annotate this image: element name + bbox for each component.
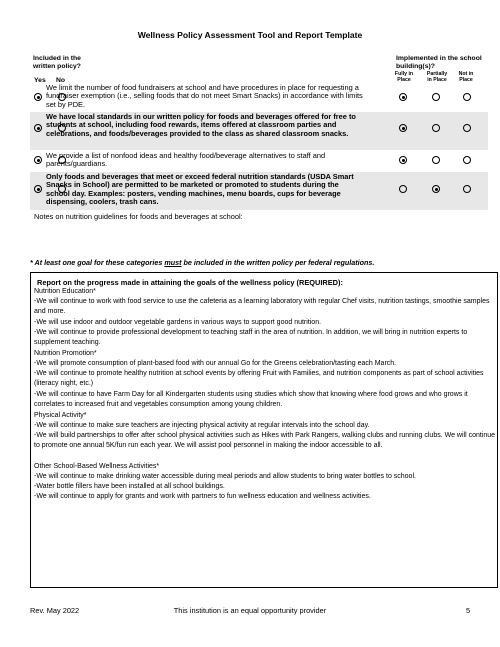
radio-partially[interactable]	[432, 185, 440, 193]
radio-yes[interactable]	[34, 93, 42, 101]
radio-fully[interactable]	[399, 93, 407, 101]
section-heading: Other School-Based Wellness Activities*	[34, 463, 160, 470]
radio-partially[interactable]	[432, 124, 440, 132]
footnote	[30, 258, 374, 267]
section-heading: Nutrition Promotion*	[34, 350, 97, 357]
report-paragraph: -We will use indoor and outdoor vegetable gardens in various ways to support good nutrition.	[34, 319, 322, 326]
footer-revision: Rev. May 2022	[30, 606, 80, 615]
no-label: No	[56, 77, 66, 84]
radio-yes[interactable]	[34, 185, 42, 193]
radio-not[interactable]	[463, 185, 471, 193]
radio-not[interactable]	[463, 93, 471, 101]
report-paragraph: -We will promote consumption of plant-based food with our annual Go for the Greens celebration/tasting each March.	[34, 360, 397, 367]
row-statement: Only foods and beverages that meet or exceed federal nutrition standards (USDA Smart Snacks in School) are permitted to be marketed or promoted to students during the school day. Examples: posters, vending machines, menu boards, cups for beverage dispensing, coolers, trash cans.	[46, 172, 354, 206]
row-statement: We have local standards in our written policy for foods and beverages offered for free to students at school, including food rewards, items offered at classroom parties and celebrations, and foods/beverages provided to the class as shared classroom snacks.	[46, 112, 356, 138]
report-paragraph: -We will continue to apply for grants and work with partners to fun wellness education and wellness activities.	[34, 493, 371, 500]
report-paragraph: -We will continue to make sure teachers are injecting physical activity at regular intervals into the school day.	[34, 422, 370, 429]
section-heading: Physical Activity*	[34, 412, 87, 419]
report-box[interactable]	[30, 272, 498, 588]
report-title: Report on the progress made in attaining the goals of the wellness policy (REQUIRED):	[37, 278, 343, 287]
footer-center: This institution is an equal opportunity provider	[173, 606, 327, 615]
implemented-header: Implemented in the school building(s)?	[396, 55, 482, 70]
report-paragraph: -We will continue to work with food service to use the cafeteria as a learning laboratory with regular Chef visits, nutrition tastings, smoothie samples and more.	[34, 298, 490, 316]
radio-fully[interactable]	[399, 156, 407, 164]
notes-label: Notes on nutrition guidelines for foods and beverages at school:	[34, 212, 243, 221]
partially-label: Partially in Place	[426, 71, 448, 83]
yes-label: Yes	[34, 77, 46, 84]
radio-fully[interactable]	[399, 185, 407, 193]
radio-fully[interactable]	[399, 124, 407, 132]
footnote-text: * At least one goal for these categories	[30, 258, 165, 267]
report-paragraph: -We will continue to provide professional development to teaching staff in the area of nutrition. In addition, we will bring in nutrition experts to supplement teaching.	[34, 329, 468, 347]
page-title: Wellness Policy Assessment Tool and Report Template	[137, 30, 363, 40]
radio-yes[interactable]	[34, 156, 42, 164]
row-statement: We limit the number of food fundraisers at school and have procedures in place for requesting a fundraiser exemption (i.e., selling foods that do not meet Smart Snacks) in accordance with limits set by PDE.	[46, 83, 363, 109]
report-paragraph: -We will continue to promote healthy nutrition at school events by offering Fruit with Families, and nutrition components as part of school activities (literacy night, etc.)	[34, 370, 484, 388]
radio-partially[interactable]	[432, 93, 440, 101]
report-paragraph: -We will continue to make drinking water accessible during meal periods and allow students to bring water bottles to school.	[34, 473, 416, 480]
report-paragraph: -Water bottle fillers have been installed at all school buildings.	[34, 483, 225, 490]
radio-yes[interactable]	[34, 124, 42, 132]
radio-not[interactable]	[463, 156, 471, 164]
section-heading: Nutrition Education*	[34, 288, 96, 295]
fully-label: Fully in Place	[394, 71, 414, 83]
page-number: 5	[466, 606, 471, 615]
radio-not[interactable]	[463, 124, 471, 132]
radio-partially[interactable]	[432, 156, 440, 164]
report-paragraph: -We will build partnerships to offer after school physical activities such as Hikes with Park Rangers, walking clubs and running clubs. We will continue to promote one annual 5K/fun run each year. We will assist pool personnel in making the indoor accessible to all.	[34, 432, 496, 450]
footnote-must: must	[164, 258, 182, 267]
report-paragraph: -We will continue to have Farm Day for all Kindergarten students using studies which show that knowing where food grows and who grows it correlates to increased fruit and vegetables consumption among young children.	[34, 391, 468, 409]
not-label: Not in Place	[458, 71, 474, 83]
row-statement: We provide a list of nonfood ideas and healthy food/beverage alternatives to staff and parents/guardians.	[46, 151, 326, 169]
footnote-text-end: be included in the written policy per federal regulations.	[181, 258, 375, 267]
included-header: Included in the written policy?	[33, 55, 81, 70]
